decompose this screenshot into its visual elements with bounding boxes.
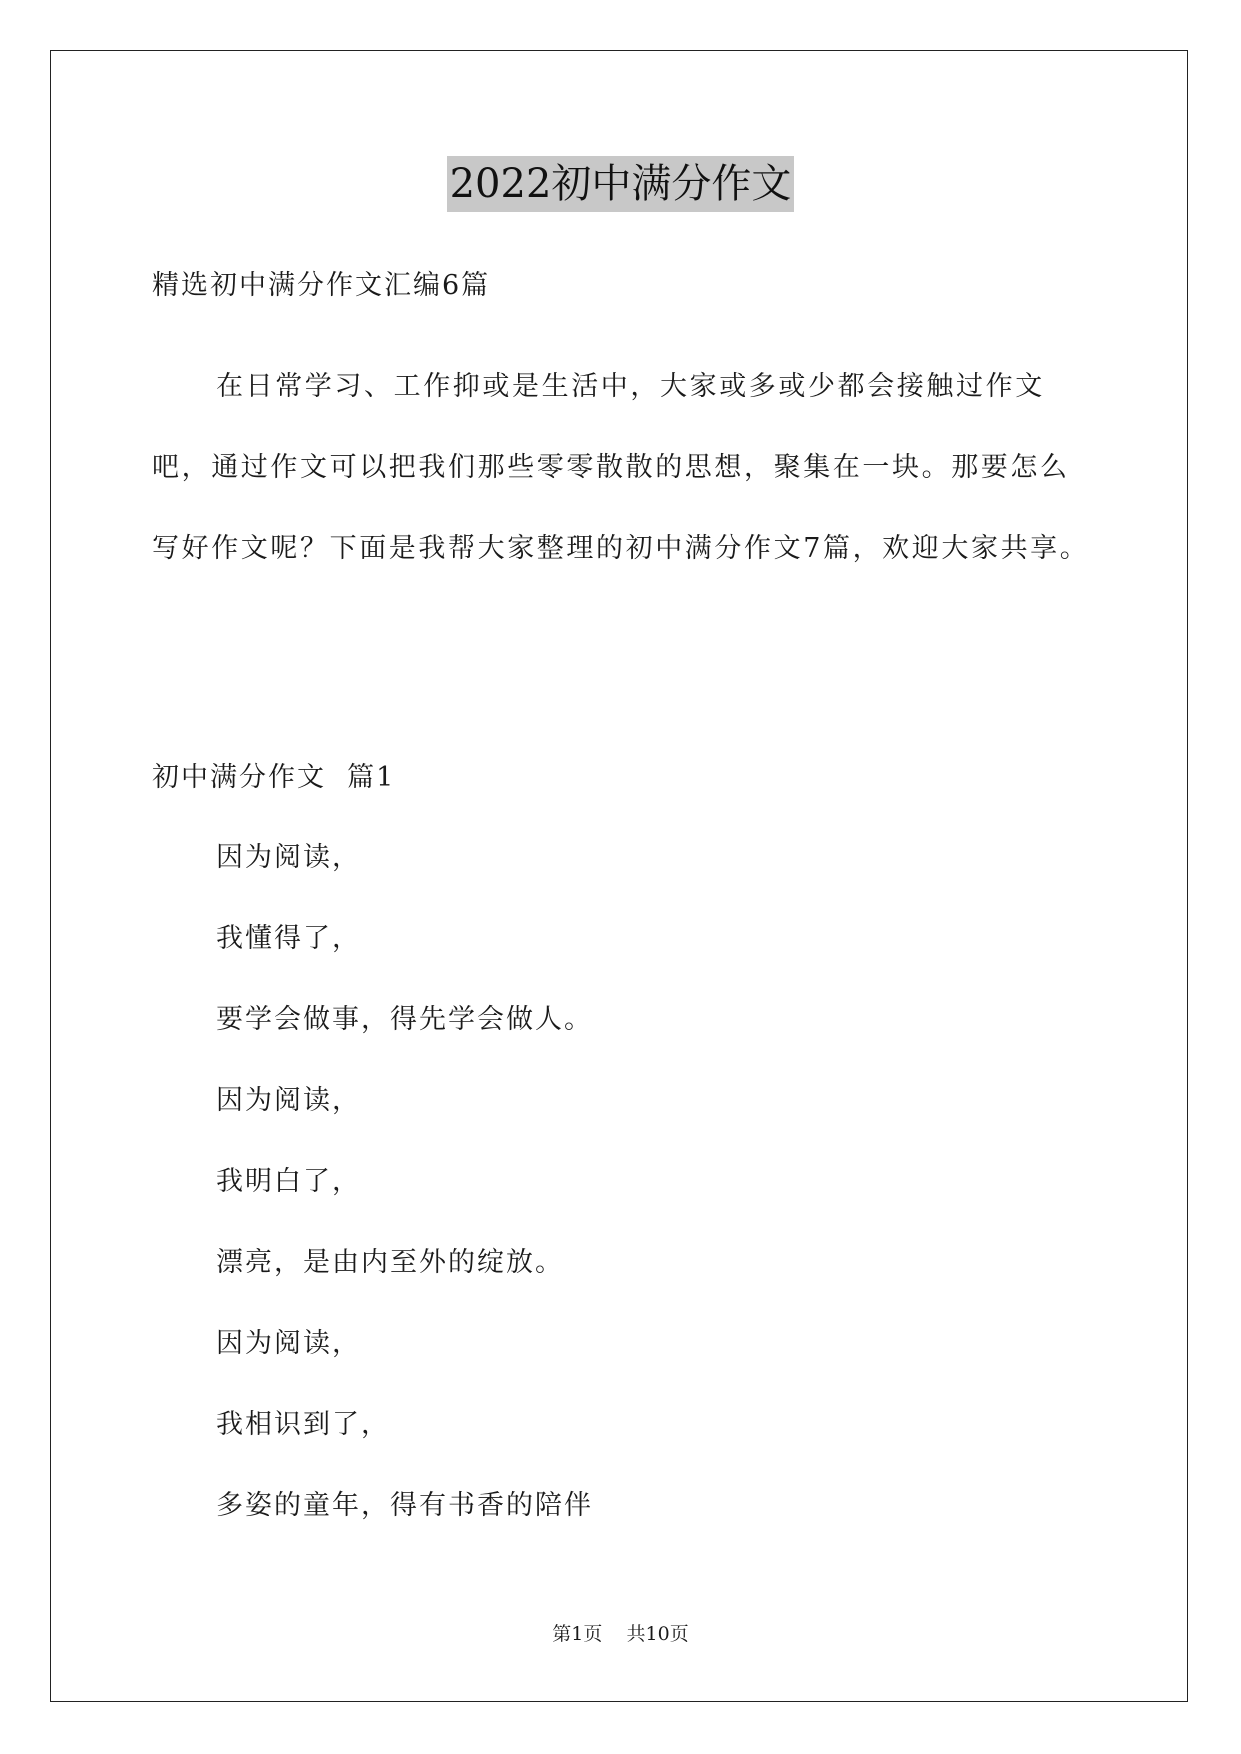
poem-line[interactable]: 因为阅读， <box>216 842 361 873</box>
poem-line[interactable]: 漂亮，是由内至外的绽放。 <box>216 1247 564 1278</box>
document-subtitle[interactable]: 精选初中满分作文汇编6篇 <box>152 270 491 301</box>
poem-line[interactable]: 多姿的童年，得有书香的陪伴 <box>216 1490 593 1521</box>
intro-paragraph[interactable]: 在日常学习、工作抑或是生活中，大家或多或少都会接触过作文吧，通过作文可以把我们那些零零散散的思想，聚集在一块。那要怎么写好作文呢？下面是我帮大家整理的初中满分作文7篇，欢迎大家共享。 <box>152 371 1090 564</box>
poem-line[interactable]: 要学会做事，得先学会做人。 <box>216 1004 593 1035</box>
page-footer: 第1页 共10页 <box>552 1623 689 1645</box>
poem-lines <box>216 838 593 1567</box>
document-title[interactable]: 2022初中满分作文 <box>447 156 795 212</box>
poem-line[interactable]: 我明白了， <box>216 1166 361 1197</box>
poem-line[interactable]: 因为阅读， <box>216 1085 361 1116</box>
section-heading[interactable]: 初中满分作文 篇1 <box>152 762 396 793</box>
poem-line[interactable]: 我懂得了， <box>216 923 361 954</box>
poem-line[interactable]: 因为阅读， <box>216 1328 361 1359</box>
document-title-container <box>0 156 1241 216</box>
poem-line[interactable]: 我相识到了， <box>216 1409 390 1440</box>
